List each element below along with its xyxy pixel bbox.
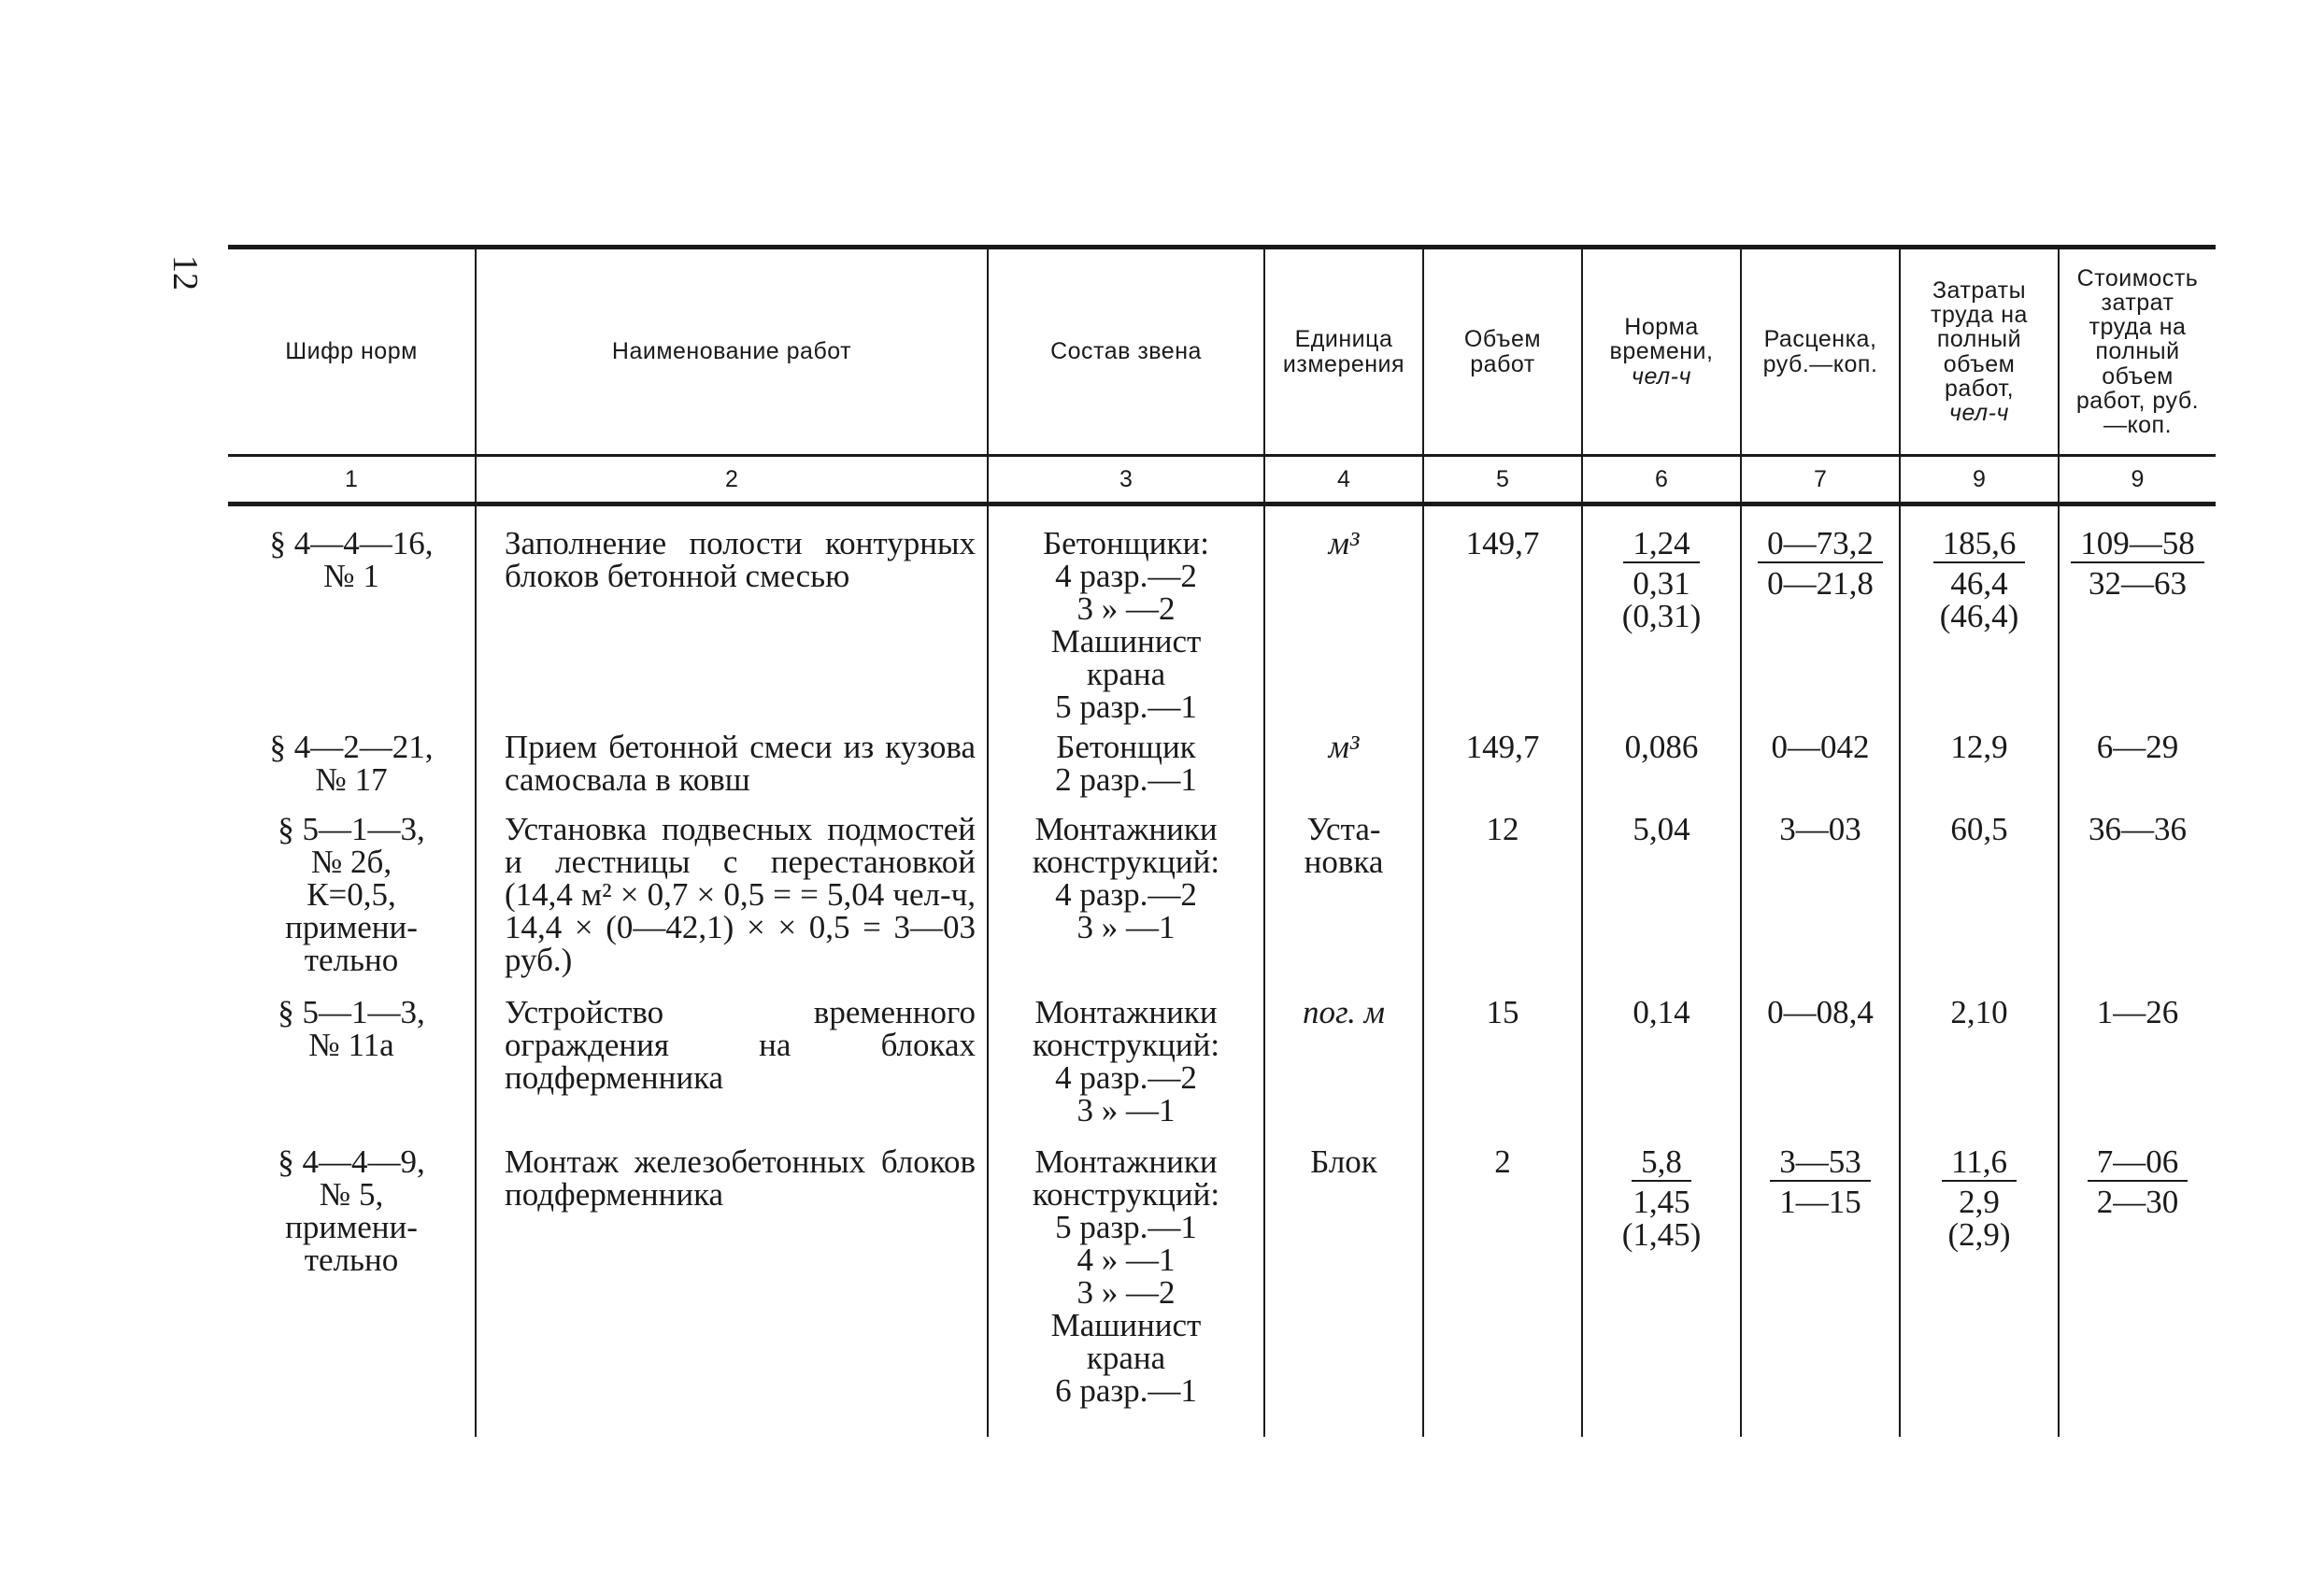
time-norm-numerator: 1,24 [1623, 527, 1699, 563]
crew-line: 2 разр.—1 [1055, 761, 1197, 798]
rate-numerator: 3—53 [1770, 1145, 1871, 1182]
crew-line: 3 » —2 [1076, 590, 1176, 627]
rate-cell [1742, 792, 1901, 975]
column-number: 9 [2131, 466, 2145, 492]
crew-cell [989, 1125, 1265, 1437]
time-norm-numerator: 5,8 [1632, 1145, 1691, 1182]
volume-cell: 149,7 [1424, 710, 1583, 792]
unit-cell: Уста-новка [1265, 792, 1424, 975]
labor-cell [1901, 792, 2060, 975]
column-number: 4 [1265, 457, 1424, 502]
norm-code-line: тельно [304, 942, 399, 978]
volume-cell: 2 [1424, 1125, 1583, 1437]
crew-line: 4 разр.—2 [1055, 558, 1197, 594]
norm-code-line: § 5—1—3, [278, 994, 425, 1030]
column-number: 9 [1901, 457, 2060, 502]
crew-line: конструкций: [1032, 1176, 1220, 1213]
norm-code-cell [228, 975, 477, 1125]
rate-cell [1742, 506, 1901, 710]
crew-line: Машинист [1050, 1307, 1202, 1343]
crew-line: 3 » —1 [1076, 1092, 1176, 1129]
norm-code-cell [228, 506, 477, 710]
crew-line: конструкций: [1032, 1027, 1220, 1063]
norm-code-cell [228, 792, 477, 978]
labor-cell [1901, 710, 2060, 792]
header-cost: Стоимость затрат труда на полный объем работ, руб.—коп. [2060, 249, 2216, 457]
header-labor-label: Затраты труда на полный объем работ, [1931, 277, 2028, 402]
work-name-cell: Заполнение полости контурных блоков бетонной смесью [477, 506, 989, 710]
norm-code-line: К=0,5, [307, 876, 396, 913]
labor: 12,9 [1950, 729, 2008, 765]
column-number: 1 [228, 457, 477, 502]
cost: 36—36 [2089, 811, 2187, 847]
unit-cell: Блок [1265, 1125, 1424, 1437]
column-number: 2 [477, 457, 989, 502]
time-norm-cell [1583, 710, 1742, 792]
norm-code-line: примени- [285, 909, 418, 945]
work-norms-table [228, 245, 2216, 1437]
header-time-norm [1583, 249, 1742, 457]
time-norm-cell [1583, 975, 1742, 1125]
cost: 6—29 [2096, 729, 2179, 765]
labor-note: (2,9) [1947, 1216, 2011, 1253]
rate: 0—08,4 [1767, 994, 1874, 1030]
labor-numerator: 185,6 [1933, 527, 2026, 563]
table-header-row [228, 249, 2216, 457]
header-time-norm-label: Норма времени, [1609, 314, 1714, 365]
cost-cell [2060, 975, 2216, 1125]
time-norm: 0,14 [1633, 994, 1690, 1030]
crew-line: Машинист [1050, 623, 1202, 660]
norm-code-line: § 4—4—16, [269, 525, 434, 561]
crew-line: Монтажники [1034, 994, 1218, 1030]
time-norm-cell [1583, 506, 1742, 710]
time-norm-cell [1583, 792, 1742, 975]
rate-denominator: 0—21,8 [1767, 565, 1874, 602]
rate-cell [1742, 975, 1901, 1125]
rate-denominator: 1—15 [1779, 1184, 1861, 1220]
rate: 3—03 [1779, 811, 1861, 847]
column-number-row [228, 457, 2216, 502]
column-number: 3 [989, 457, 1265, 502]
labor-cell [1901, 506, 2060, 710]
crew-line: конструкций: [1032, 844, 1220, 880]
cost-cell [2060, 710, 2216, 792]
rate: 0—042 [1771, 729, 1870, 765]
header-work-name: Наименование работ [477, 249, 989, 457]
cost-cell [2060, 792, 2216, 975]
table-row [228, 506, 2216, 725]
norm-code-line: § 4—2—21, [269, 729, 434, 765]
norm-code-line: примени- [285, 1209, 418, 1245]
header-labor [1901, 249, 2060, 457]
cost-cell [2060, 506, 2216, 710]
crew-line: 4 » —1 [1076, 1242, 1176, 1278]
volume-cell: 12 [1424, 792, 1583, 975]
header-crew: Состав звена [989, 249, 1265, 457]
header-time-norm-unit: чел-ч [1632, 362, 1691, 390]
labor-denominator: 46,4 [1950, 565, 2008, 602]
labor: 2,10 [1950, 994, 2008, 1030]
crew-cell [989, 792, 1265, 975]
rate-cell [1742, 710, 1901, 792]
header-code: Шифр норм [228, 249, 477, 457]
unit-cell: пог. м [1265, 975, 1424, 1125]
table-row [228, 792, 2216, 978]
labor-numerator: 11,6 [1942, 1145, 2017, 1182]
time-norm-note: (1,45) [1621, 1216, 1702, 1253]
norm-code-line: № 2б, [310, 844, 392, 880]
volume-cell: 149,7 [1424, 506, 1583, 710]
norm-code-cell [228, 710, 477, 798]
header-rate: Расценка, руб.—коп. [1742, 249, 1901, 457]
table-row [228, 975, 2216, 1129]
norm-code-line: § 4—4—9, [278, 1143, 425, 1180]
norm-code-line: № 5, [319, 1176, 384, 1213]
crew-cell [989, 710, 1265, 798]
work-name-cell: Монтаж железобетонных блоков подферменника [477, 1125, 989, 1437]
column-number: 6 [1583, 457, 1742, 502]
header-volume: Объем работ [1424, 249, 1583, 457]
table-row [228, 1125, 2216, 1437]
cost-cell [2060, 1125, 2216, 1437]
crew-line: крана [1086, 656, 1166, 692]
time-norm: 0,086 [1624, 729, 1699, 765]
crew-line: 5 разр.—1 [1055, 1209, 1197, 1245]
time-norm-denominator: 0,31 [1633, 565, 1690, 602]
crew-line: крана [1086, 1340, 1166, 1376]
cost-numerator: 109—58 [2071, 527, 2204, 563]
page-number: 12 [165, 255, 205, 291]
volume-cell: 15 [1424, 975, 1583, 1125]
labor-cell [1901, 975, 2060, 1125]
time-norm-note: (0,31) [1621, 598, 1702, 634]
norm-code-line: § 5—1—3, [278, 811, 425, 847]
table-row [228, 710, 2216, 798]
unit-cell: м³ [1265, 506, 1424, 710]
cost-numerator: 7—06 [2088, 1145, 2189, 1182]
header-labor-unit: чел-ч [1949, 400, 2009, 426]
labor-note: (46,4) [1939, 598, 2019, 634]
norm-code-line: № 17 [315, 761, 388, 798]
crew-line: 5 разр.—1 [1055, 689, 1197, 725]
crew-cell [989, 975, 1265, 1129]
crew-line: 4 разр.—2 [1055, 876, 1197, 913]
time-norm-cell [1583, 1125, 1742, 1437]
labor-cell [1901, 1125, 2060, 1437]
work-name-cell: Прием бетонной смеси из кузова самосвала в ковш [477, 710, 989, 792]
header-unit: Единица измерения [1265, 249, 1424, 457]
crew-cell [989, 506, 1265, 725]
cost: 1—26 [2096, 994, 2179, 1030]
norm-code-line: тельно [304, 1242, 399, 1278]
time-norm-denominator: 1,45 [1633, 1184, 1690, 1220]
time-norm: 5,04 [1633, 811, 1690, 847]
rate-cell [1742, 1125, 1901, 1437]
crew-line: Бетонщик [1056, 729, 1196, 765]
norm-code-line: № 11а [308, 1027, 394, 1063]
norm-code-line: № 1 [323, 558, 379, 594]
unit-cell: м³ [1265, 710, 1424, 792]
column-number: 5 [1424, 457, 1583, 502]
labor: 60,5 [1950, 811, 2008, 847]
work-name-cell: Устройство временного ограждения на блоках подферменника [477, 975, 989, 1125]
column-number: 7 [1742, 457, 1901, 502]
crew-line: 3 » —1 [1076, 909, 1176, 945]
crew-line: 4 разр.—2 [1055, 1059, 1197, 1096]
crew-line: Бетонщики: [1043, 525, 1209, 561]
cost-denominator: 2—30 [2096, 1184, 2179, 1220]
crew-line: Монтажники [1034, 1143, 1218, 1180]
table-body [228, 506, 2216, 1437]
work-name-cell: Установка подвесных подмостей и лестницы с перестановкой (14,4 м² × 0,7 × 0,5 = = 5,04 чел-ч, 14,4 × (0—42,1) × × 0,5 = 3—03 руб.) [477, 792, 989, 975]
rate-numerator: 0—73,2 [1758, 527, 1883, 563]
crew-line: Монтажники [1034, 811, 1218, 847]
cost-denominator: 32—63 [2089, 565, 2187, 602]
norm-code-cell [228, 1125, 477, 1437]
crew-line: 6 разр.—1 [1055, 1372, 1197, 1409]
labor-denominator: 2,9 [1959, 1184, 2000, 1220]
crew-line: 3 » —2 [1076, 1274, 1176, 1311]
